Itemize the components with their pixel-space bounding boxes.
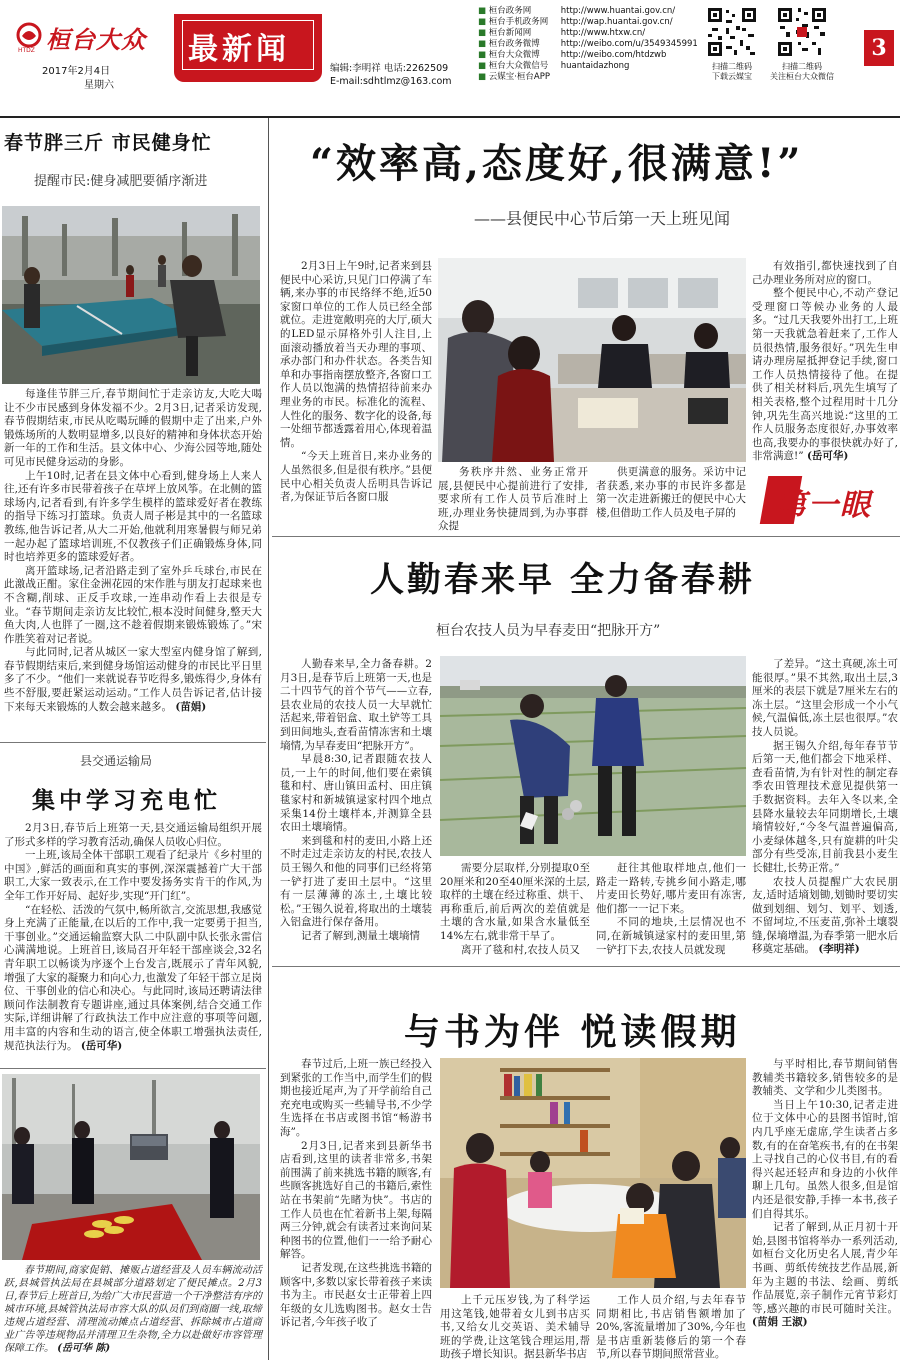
byline: (苗娟) — [175, 700, 207, 713]
qr-code-app-icon[interactable] — [706, 6, 758, 58]
story3-col1: 春节过后,上班一族已经投入到紧张的工作当中,而学生们的假期也接近尾声,为了开学前给自己充充电或购买一些辅导书,不少学生选择在书店或图书馆“畅游书海”。 2月3日,记者来到县新华书店看到,这里的读者非常多,书架前围满了前来挑选书籍的顾客,有些顾客挑选好自己的书籍后,索性站在书架前“先睹为快”。书店的工作人员也在忙着新书上架,每隔两三分钟,就会有读者过来询问某种图书的位置,他们一一给予耐心解答。 记者发现,在这些挑选书籍的顾客中,多数以家长带着孩子来读书为主。市民赵女士正带着上四年级的女儿选购图书。赵女士告诉记者,今年孩子收了 — [280, 1058, 432, 1329]
story3-col3: 工作人员介绍,与去年春节同期相比,书店销售额增加了20%,客流量增加了30%,今年也是书店重新装修后的第一个春节,所以春节期间照常营业。 — [596, 1294, 746, 1361]
story2-subheadline: 桓台农技人员为早春麦田“把脉开方” — [436, 623, 661, 639]
media-link[interactable]: ■ 桓台政务微博 http://weibo.com/u/3549345991 — [478, 39, 698, 49]
photo-caption-street-vendors: 春节期间,商家促销、摊贩占道经营及人员车辆流动活跃,县城管执法局在县城部分道路划定了便民摊点。2月3日,春节后上班首日,为给广大市民营造一个干净整洁有序的城市环境,县城管执法局市容大队的队员们到商圈一线,取缔违规占道经营、清理流动摊点占道经营、拆除城市占道商业广告等违规物品并清理卫生杂物,全力以赴做好市容管理保障工作。 (岳可华 陈) — [4, 1265, 262, 1354]
byline: (岳可华) — [806, 450, 849, 463]
story1-headline: “效率高,态度好,很满意!” — [310, 140, 804, 187]
photo-illustration — [438, 258, 746, 462]
section-rule — [0, 742, 266, 743]
qr-caption-app: 扫描二维码 下载云媒宝 — [712, 62, 752, 81]
story1-col3: 供更满意的服务。采访中记者获悉,来办事的市民许多都是第一次走进新搬迁的便民中心大楼,但借助工作人员及电子屏的 — [596, 466, 746, 519]
page-number-badge: 3 — [864, 30, 894, 66]
photo-service-center — [438, 258, 746, 462]
media-link[interactable]: ■ 桓台大众微信号 huantaidazhong — [478, 61, 630, 71]
byline: (李明祥) — [818, 943, 860, 956]
masthead-rule — [0, 116, 900, 118]
photo-illustration — [440, 656, 746, 856]
kicker: 县交通运输局 — [80, 754, 153, 768]
media-link[interactable]: ■ 云媒宝·桓台APP — [478, 72, 551, 82]
qr-caption-wechat: 扫描二维码 关注桓台大众微信 — [770, 62, 834, 81]
photo-library-reading — [440, 1058, 746, 1288]
story2-col2: 需要分层取样,分别提取0至20厘米和20至40厘米深的土层,取样的土壤在经过称重、烘干、再称重后,前后两次的差值就是土壤的含水量,如果含水量低至14%左右,就非常干旱了。 离开了毯和村,农技人员又 — [440, 862, 590, 956]
qr-code-wechat-icon[interactable] — [776, 6, 828, 58]
column-divider — [268, 118, 269, 1360]
story2-headline: 人勤春来早 全力备春耕 — [370, 560, 755, 600]
section-title: 最新闻 — [188, 32, 290, 67]
photo-illustration — [440, 1058, 746, 1288]
byline: (岳可华 陈) — [57, 1343, 111, 1354]
media-link[interactable]: ■ 桓台新闻网 http://www.htxw.cn/ — [478, 28, 646, 38]
editor-email: E-mail:sdhtlmz@163.com — [330, 76, 452, 87]
first-glance-badge — [764, 476, 900, 524]
logo — [16, 20, 164, 54]
editor-info: 编辑:李明祥 电话:2262509 — [330, 63, 449, 74]
issue-date: 2017年2月4日 — [42, 66, 111, 77]
byline: (岳可华) — [80, 1039, 123, 1052]
photo-street-vendors — [2, 1074, 260, 1260]
section-rule — [272, 966, 900, 967]
story1-col2: 务秩序井然、业务正常开展,县便民中心提前进行了安排,要求所有工作人员节后准时上班,办理业务快捷周到,为办事群众提 — [438, 466, 588, 533]
story3-col2: 上千元压岁钱,为了科学运用这笔钱,她带着女儿到书店买书,又给女儿交英语、美术辅导班的学费,让这笔钱合理运用,帮助孩子增长知识。据县新华书店 — [440, 1294, 590, 1361]
media-link[interactable]: ■ 桓台政务网 http://www.huantai.gov.cn/ — [478, 6, 676, 16]
story1-col1: 2月3日上午9时,记者来到县便民中心采访,只见门口停满了车辆,来办事的市民络绎不绝,近50家窗口单位的工作人员已经全部就位。走进宽敞明亮的大厅,硕大的LED显示屏格外引人注目,上面滚动播放着当天办理的事项、承办部门和办件状态。各类告知单和办事指南摆放整齐,各窗口工作人员以饱满的热情招待前来办理业务的市民。标准化的流程、人性化的服务、数字化的设备,每一处细节都透露着用心,体现着温情。 “今天上班首日,来办业务的人虽然很多,但是很有秩序。”县便民中心相关负责人岳明具告诉记者,为保证节后各窗口服 — [280, 260, 432, 504]
photo-table-tennis — [2, 206, 260, 384]
logo-text: 桓台大众 — [46, 25, 146, 54]
logo-emblem-icon — [16, 22, 42, 48]
story2-col4: 了差异。“这土真硬,冻土可能很厚。”果不其然,取出土层,3厘米的表层下就是7厘米左右的冻土层。“这里会形成一个小气候,气温偏低,冻土层也很厚。”农技人员说。 据王锡久介绍,每年春节节后第一天,他们都会下地采样、查看苗情,为有针对性的制定春季农田管理技术意见提供第一手数据资料。去年入冬以来,全县降水量较去年同期增长,土壤墒情较好,“今冬气温普遍偏高,小麦绿体越冬,只有旋耕的叶尖部分有些受冻,目前我县小麦生长健壮,长势正常。” 农技人员提醒广大农民朋友,适时适墒划锄,划锄时要切实做到划细、划匀、划平、划透,不留坷垃,不压麦苗,弥补土壤裂缝,保墒增温,为春季第一肥水后移奠定基础。 (李明祥) — [752, 658, 898, 956]
media-link[interactable]: ■ 桓台手机政务网 http://wap.huantai.gov.cn/ — [478, 17, 673, 27]
story3-headline: 与书为伴 悦读假期 — [404, 1011, 741, 1053]
media-links — [478, 6, 706, 83]
section-rule — [0, 1068, 266, 1069]
story2-col1: 人勤春来早,全力备春耕。2月3日,是春节后上班第一天,也是二十四节气的首个节气——立春,县农业局的农技人员一大早就忙活起来,带着铝盒、取土铲等工具到田间地头,查看苗情冻害和土壤墒情,为早春麦田“把脉开方”。 早晨8:30,记者跟随农技人员,一上午的时间,他们要在索镇毯和村、唐山镇田孟村、田庄镇毯家村和新城镇逯家村四个地点采集14份土壤样本,并测算全县农田土壤墒情。 来到毯和村的麦田,小路上还不时走过走亲访友的村民,农技人员王锡久和他的同事们已经将第一铲打进了麦田土层中。“这里有一层薄薄的冻土,土壤比较松。”王锡久说着,将取出的土壤装入铝盒进行保存备用。 记者了解到,测量土壤墒情 — [280, 658, 432, 942]
badge-text: 第一眼 — [776, 488, 872, 523]
story1-subheadline: ——县便民中心节后第一天上班见闻 — [474, 209, 731, 228]
story3-col4: 与平时相比,春节期间销售教辅类书籍较多,销售较多的是教辅类、文学和少儿类图书。 当日上午10:30,记者走进位于文体中心的县图书馆时,馆内几乎座无虚席,学生读者占多数,有的在奋笔疾书,有的在书架上寻找自己的心仪书目,有的看得兴起还轻声和身边的小伙伴聊上几句。虽然人很多,但是馆内还是很安静,手捧一本书,孩子们自得其乐。 记者了解到,从正月初十开始,县图书馆将举办一系列活动,如桓台文化历史名人展,青少年书画、剪纸传统技艺作品展,新年为主题的书法、绘画、剪纸作品展览,亲子制作元宵节彩灯等,感兴趣的市民可随时关注。 (苗娟 王淑) — [752, 1058, 898, 1329]
photo-illustration — [2, 1074, 260, 1260]
story1-col4: 有效指引,都快速找到了自己办理业务所对应的窗口。 整个便民中心,不动产登记受理窗口等候办业务的人最多。“过几天我要外出打工,上班第一天我就急着赶来了,工作人员很热情,服务很好。”巩先生申请办理房屋抵押登记手续,窗口工作人员热情接待了他。在提供了相关材料后,巩先生填写了相关表格,整个过程用时十几分钟,巩先生高兴地说:“这里的工作人员服务态度很好,办事效率也高,我要办的事很快就办好了,非常满意!” (岳可华) — [752, 260, 898, 463]
photo-wheat-field — [440, 656, 746, 856]
left-story-transport-body: 2月3日,春节后上班第一天,县交通运输局组织开展了形式多样的学习教育活动,确保人员收心归位。 一上班,该局全体干部职工观看了纪录片《乡村里的中国》,鲜活的画面和真实的事例,深深震撼着广大干部职工,大家一致表示,在工作中要发扬务实肯干的作风,为全年工作开好局、起好步,实现“开门红”。 “在轻松、活泼的气氛中,畅所欲言,交流思想,我感觉身上充满了正能量,在以后的工作中,我一定要勇于担当,干事创业。”交通运输监察大队二中队副中队长张永雷信心满满地说。上班首日,该局召开年轻干部座谈会,32名青年职工以畅谈为序逐个上台发言,既展示了青年风貌,增强了大家的凝聚力和向心力,也激发了年轻干部立足岗位、干事创业的信心和决心。与此同时,该局还聘请法律顾问作法制教育专题讲座,通过具体案例,结合交通工作实际,详细讲解了行政执法工作中应注意的事项等问题,用丰富的内容和生动的语言,使全体职工增强执法责任,规范执法行为。 (岳可华) — [4, 822, 262, 1052]
photo-illustration — [2, 206, 260, 384]
byline: (苗娟 王淑) — [752, 1316, 808, 1329]
headline: 春节胖三斤 市民健身忙 — [4, 132, 212, 154]
media-link[interactable]: ■ 桓台大众微博 http://weibo.com/htdzwb — [478, 50, 667, 60]
subheadline: 提醒市民:健身减肥要循序渐进 — [34, 174, 208, 189]
section-rule — [272, 536, 900, 537]
issue-weekday: 星期六 — [84, 80, 114, 91]
story2-col3: 赶往其他取样地点,他们一路走一路转,专挑乡间小路走,哪片麦田长势好,哪片麦田有冻害,他们都一一记下来。 不同的地块,土层情况也不同,在新城镇逯家村的麦田里,第一铲打下去,农技人员就发现 — [596, 862, 746, 956]
masthead — [0, 0, 900, 118]
headline: 集中学习充电忙 — [32, 787, 221, 814]
logo-sub: HTDZ — [18, 47, 35, 54]
left-story-fitness-body: 每逢佳节胖三斤,春节期间忙于走亲访友,大吃大喝让不少市民感到身体发福不少。2月3日,记者采访发现,春节假期结束,市民从吃喝玩睡的假期中走了出来,户外锻炼场所的人数明显增多,以良好的精神和身体状态开始新一年的工作和生活。县文体中心、少海公园等地,随处可见市民健身运动的身影。 上午10时,记者在县文体中心看到,健身场上人来人往,还有许多市民带着孩子在草坪上放风筝。在北侧的篮球场内,记者看到,有许多学生模样的篮球爱好者在教练的指导下练习打篮球。负责人周子彬是其中的一名篮球教练,他告诉记者,从大二开始,他就利用寒暑假与师兄弟一起办起了篮球培训班,不仅教孩子们正确锻炼身体,同时也培养更多的篮球爱好者。 离开篮球场,记者沿路走到了室外乒乓球台,市民在此激战正酣。家住金洲花园的宋作胜与朋友打起球来也不含糊,削球、正反手攻球,一连串动作看上去很是专业。“春节期间走亲访友比较忙,根本没时间健身,整天大鱼大肉,人也胖了一圈,这不趁着假期来锻炼锻炼了。”宋作胜笑着对记者说。 与此同时,记者从城区一家大型室内健身馆了解到,春节假期结束后,来到健身场馆运动健身的市民比平日里多了不少。“他们一来就说春节吃得多,锻炼得少,身体有些不舒服,要赶紧运动运动。”工作人员告诉记者,估计接下来每天来锻炼的人数会越来越多。 (苗娟) — [4, 388, 262, 713]
